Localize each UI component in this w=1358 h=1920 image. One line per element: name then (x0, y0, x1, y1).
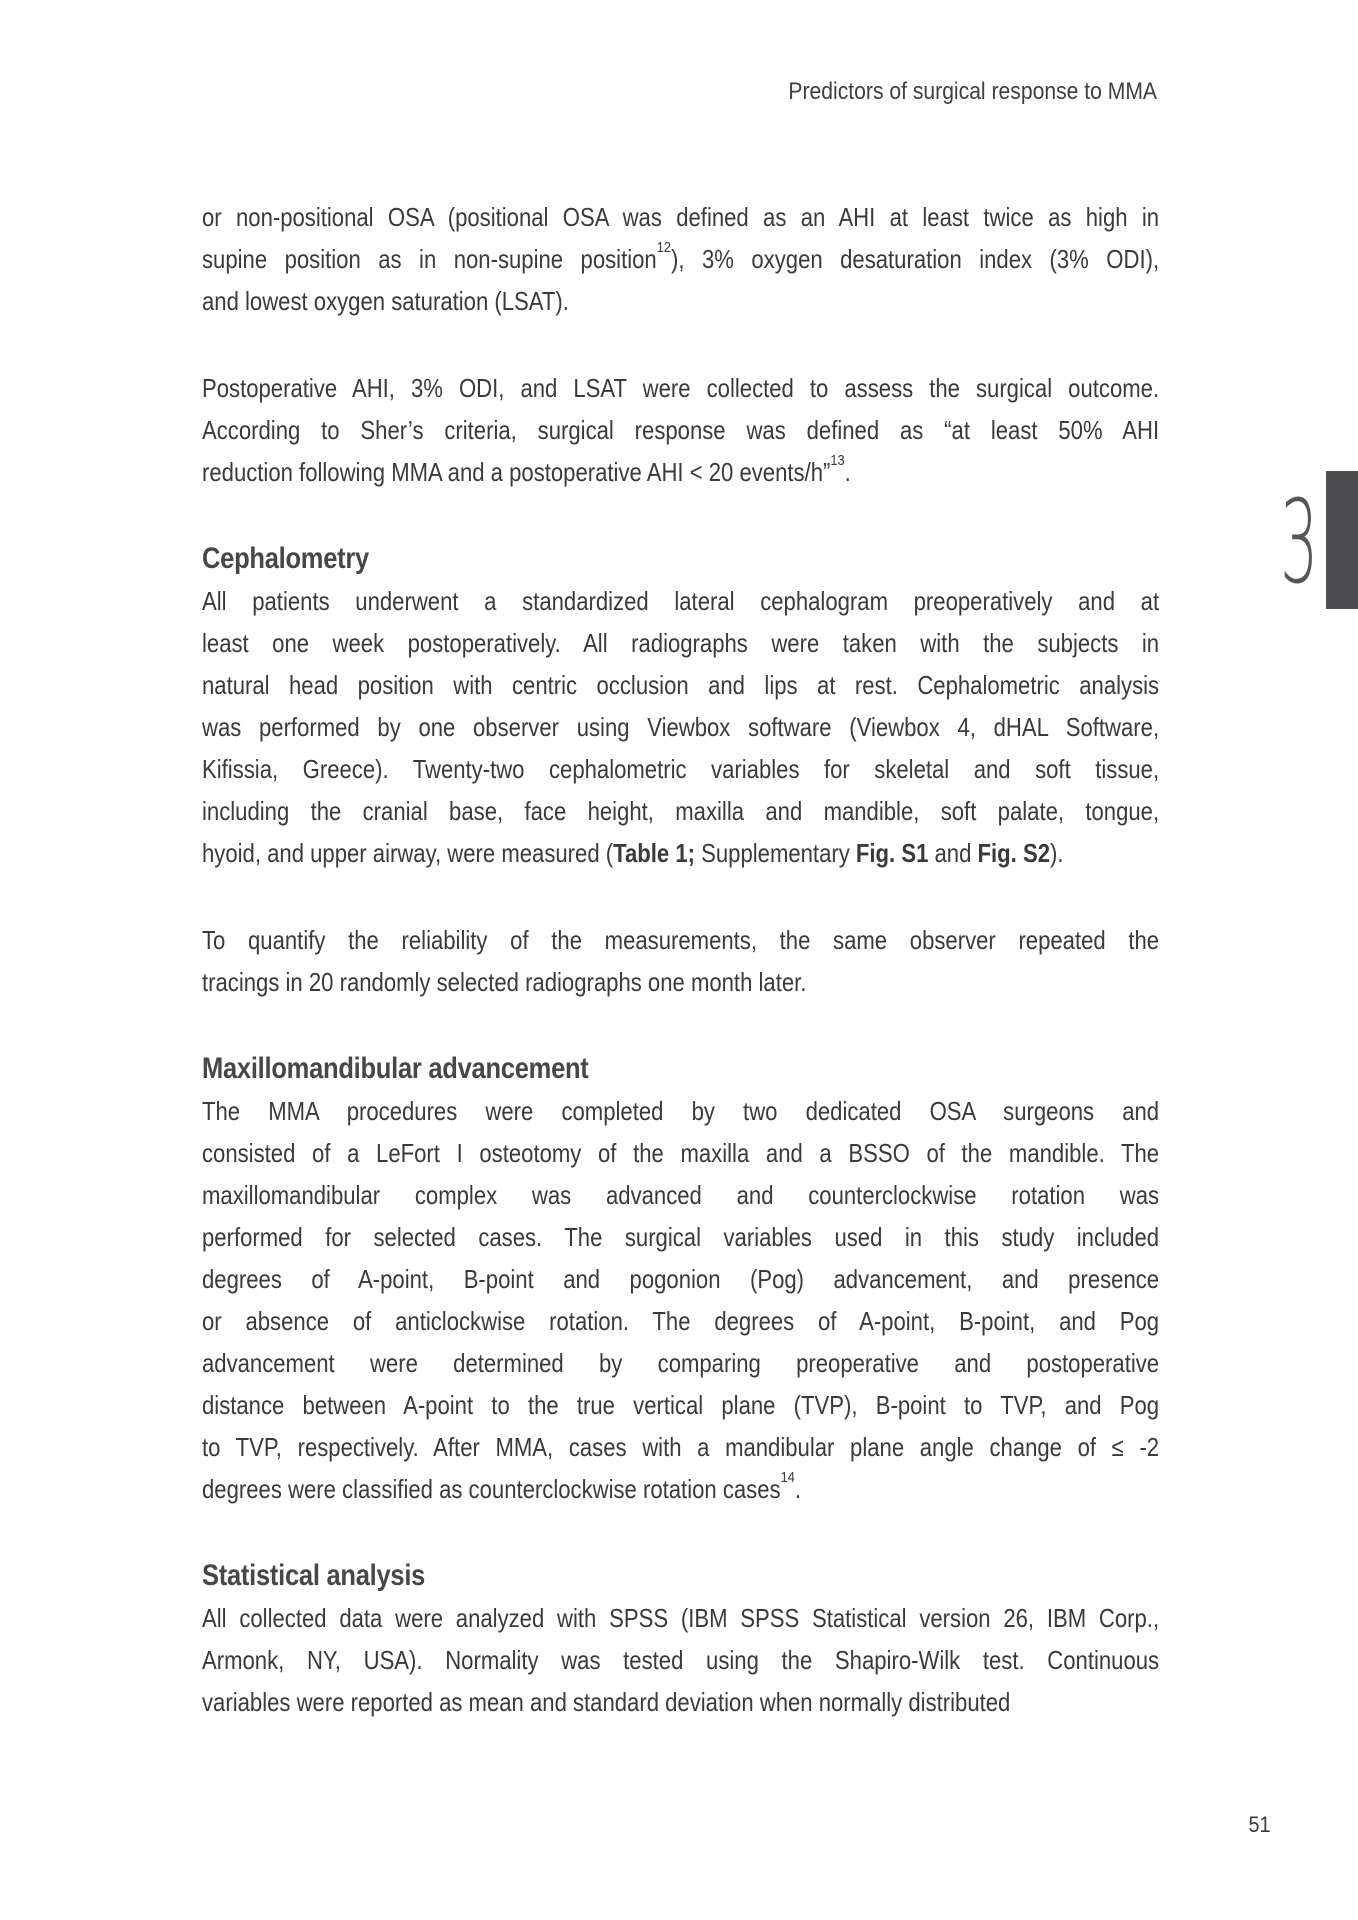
text-line: and lowest oxygen saturation (LSAT). (202, 286, 569, 316)
text-line: least one week postoperatively. All radiographs were taken with the subjects in (202, 628, 1160, 658)
text-line: According to Sher’s criteria, surgical response was defined as “at least 50% AHI (202, 415, 1160, 445)
text-block (202, 367, 1159, 493)
text-line: including the cranial base, face height, maxilla and mandible, soft palate, tongue, (202, 796, 1160, 826)
section-heading: Statistical analysis (202, 1559, 426, 1592)
text-line: consisted of a LeFort I osteotomy of the maxilla and a BSSO of the mandible. The (202, 1138, 1160, 1168)
text-line: Armonk, NY, USA). Normality was tested using the Shapiro-Wilk test. Continuous (202, 1645, 1160, 1675)
text-line: advancement were determined by comparing preoperative and postoperative (202, 1348, 1160, 1378)
text-line: degrees of A-point, B-point and pogonion (Pog) advancement, and presence (202, 1264, 1160, 1294)
text-line: distance between A-point to the true vertical plane (TVP), B-point to TVP, and Pog (202, 1390, 1160, 1420)
text-line: was performed by one observer using Viewbox software (Viewbox 4, dHAL Software, (202, 712, 1160, 742)
main-text (202, 196, 1159, 1723)
text-line: Kifissia, Greece). Twenty-two cephalometric variables for skeletal and soft tissue, (202, 754, 1160, 784)
text-line: maxillomandibular complex was advanced and counterclockwise rotation was (202, 1180, 1160, 1210)
text-line: reduction following MMA and a postoperative AHI < 20 events/h”$^{13}$. (202, 451, 851, 487)
text-line: All patients underwent a standardized lateral cephalogram preoperatively and at (202, 586, 1160, 616)
text-line: to TVP, respectively. After MMA, cases with a mandibular plane angle change of ≤ -2 (202, 1432, 1160, 1462)
section-heading: Cephalometry (202, 542, 369, 575)
text-line: performed for selected cases. The surgical variables used in this study included (202, 1222, 1160, 1252)
text-line: or absence of anticlockwise rotation. The degrees of A-point, B-point, and Pog (202, 1306, 1160, 1336)
text-line: natural head position with centric occlusion and lips at rest. Cephalometric analysis (202, 670, 1160, 700)
text-line: or non-positional OSA (positional OSA was defined as an AHI at least twice as high in (202, 202, 1160, 232)
text-block (202, 196, 1159, 322)
text-block (202, 1048, 1159, 1510)
chapter-number: 3 (1279, 476, 1318, 610)
section-heading: Maxillomandibular advancement (202, 1052, 589, 1085)
text-line: hyoid, and upper airway, were measured (Table 1; Supplementary Fig. S1 and Fig. S2). (202, 838, 1064, 868)
page-number: 51 (1247, 1812, 1270, 1837)
text-line: Postoperative AHI, 3% ODI, and LSAT were collected to assess the surgical outcome. (202, 373, 1160, 403)
text-block (202, 1555, 1159, 1723)
text-block (202, 538, 1159, 874)
text-line: variables were reported as mean and standard deviation when normally distributed (202, 1687, 1011, 1717)
text-line: tracings in 20 randomly selected radiographs one month later. (202, 967, 807, 997)
chapter-tab-bar (1326, 471, 1358, 609)
text-line: To quantify the reliability of the measurements, the same observer repeated the (202, 925, 1160, 955)
running-header: Predictors of surgical response to MMA (788, 78, 1157, 105)
text-block (202, 919, 1159, 1003)
text-line: The MMA procedures were completed by two dedicated OSA surgeons and (202, 1096, 1160, 1126)
text-line: degrees were classified as counterclockwise rotation cases$^{14}$. (202, 1468, 801, 1504)
text-line: supine position as in non-supine position$^{12}$), 3% oxygen desaturation index (3% ODI), (202, 238, 1160, 274)
text-line: All collected data were analyzed with SPSS (IBM SPSS Statistical version 26, IBM Corp., (202, 1603, 1160, 1633)
